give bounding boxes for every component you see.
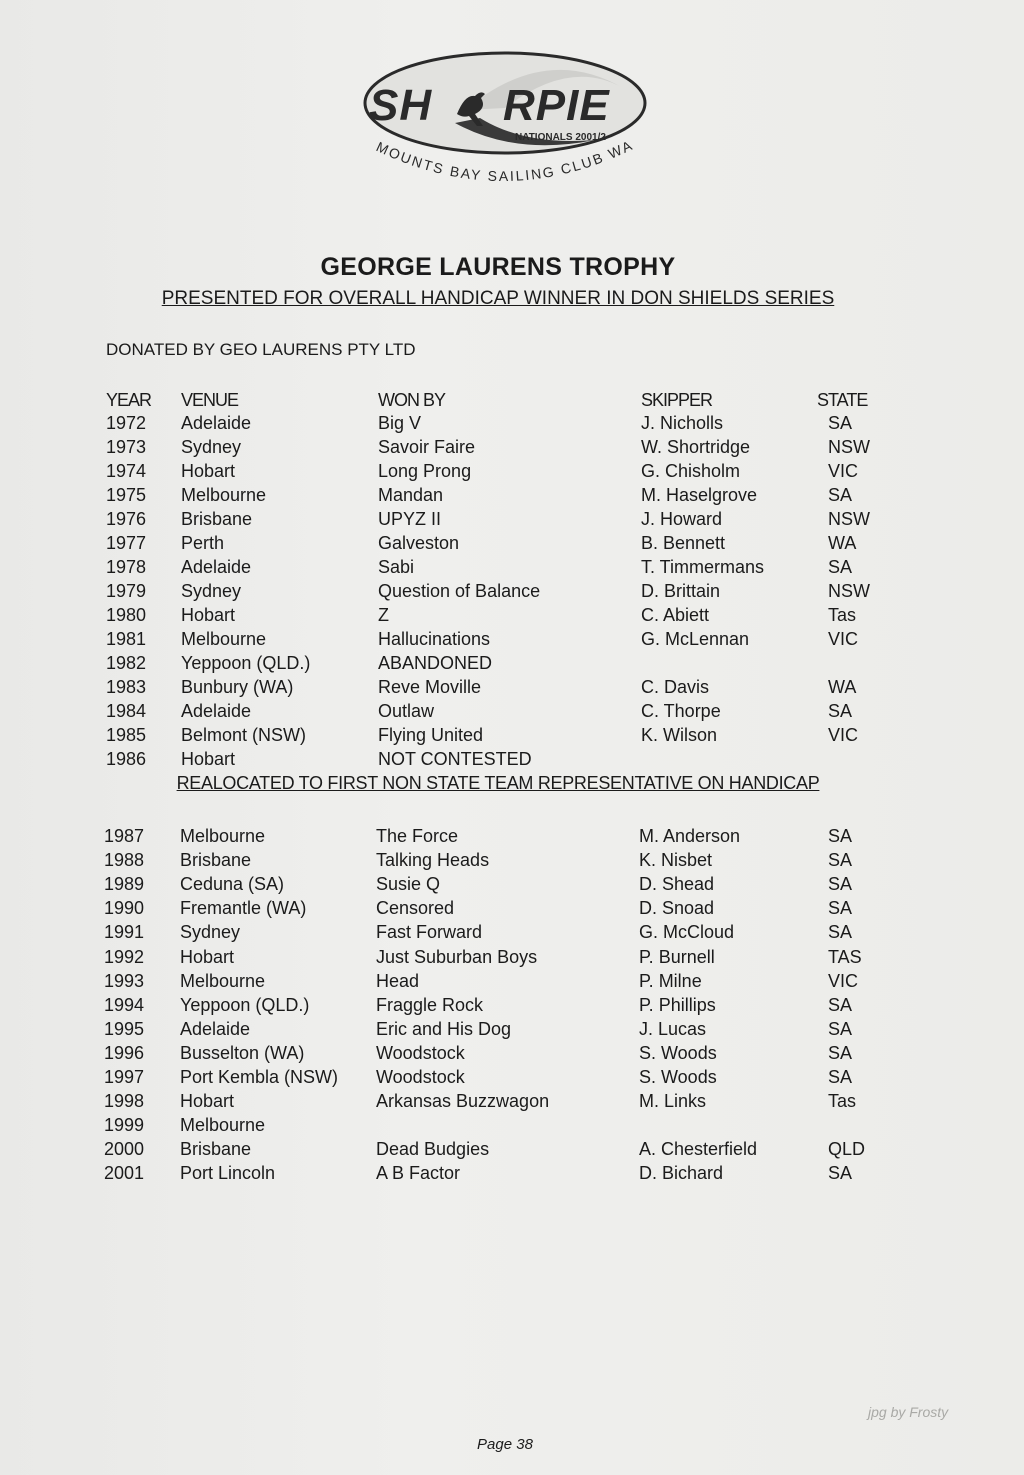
table-row — [0, 507, 1024, 531]
cell-won-by: Eric and His Dog — [376, 1018, 512, 1039]
cell-won-by: Just Suburban Boys — [376, 946, 538, 967]
cell-won-by: NOT CONTESTED — [378, 749, 532, 769]
cell-state: SA — [828, 701, 853, 721]
cell-skipper: K. Nisbet — [639, 850, 713, 871]
cell-state: VIC — [828, 629, 859, 649]
cell-venue: Sydney — [181, 581, 242, 601]
cell-venue: Adelaide — [181, 413, 252, 433]
cell-won-by: Hallucinations — [378, 629, 491, 649]
cell-skipper: K. Wilson — [641, 725, 718, 745]
cell-skipper: A. Chesterfield — [639, 1139, 758, 1160]
cell-venue: Hobart — [181, 461, 236, 481]
cell-year: 1996 — [104, 1042, 145, 1063]
cell-won-by: Talking Heads — [376, 850, 490, 871]
cell-skipper: M. Haselgrove — [641, 485, 758, 505]
cell-skipper: C. Thorpe — [641, 701, 721, 721]
table-row — [0, 1065, 1024, 1089]
cell-state: SA — [828, 874, 853, 895]
cell-state: VIC — [828, 461, 859, 481]
cell-year: 1973 — [106, 437, 147, 457]
cell-state: TAS — [828, 946, 862, 967]
logo-club: MOUNTS BAY SAILING CLUB WA — [373, 136, 636, 185]
cell-year: 1975 — [106, 485, 147, 505]
cell-state: NSW — [828, 437, 870, 457]
svg-text:SH: SH — [369, 81, 433, 130]
cell-year: 1982 — [106, 653, 147, 673]
cell-state: QLD — [828, 1139, 866, 1160]
cell-skipper: G. McLennan — [641, 629, 750, 649]
cell-skipper: M. Links — [639, 1091, 707, 1112]
cell-year: 2000 — [104, 1139, 145, 1160]
table-row — [0, 1089, 1024, 1113]
table-row — [0, 651, 1024, 675]
cell-state: SA — [828, 1042, 853, 1063]
cell-skipper: S. Woods — [639, 1067, 717, 1087]
cell-won-by: Reve Moville — [378, 677, 482, 697]
cell-year: 1990 — [104, 898, 145, 919]
cell-state: SA — [828, 485, 853, 505]
cell-skipper: J. Howard — [641, 509, 723, 529]
table-row — [0, 699, 1024, 723]
page-subtitle: PRESENTED FOR OVERALL HANDICAP WINNER IN DON SHIELDS SERIES — [161, 288, 835, 309]
cell-venue: Brisbane — [180, 1139, 252, 1160]
cell-year: 1991 — [104, 922, 145, 943]
cell-won-by: Arkansas Buzzwagon — [376, 1091, 550, 1112]
cell-venue: Hobart — [180, 1091, 235, 1112]
table-row — [0, 435, 1024, 459]
cell-skipper: D. Bichard — [639, 1163, 724, 1184]
cell-state: SA — [828, 898, 853, 919]
cell-venue: Ceduna (SA) — [180, 874, 285, 895]
cell-won-by: Censored — [376, 898, 455, 919]
cell-venue: Bunbury (WA) — [181, 677, 294, 697]
cell-venue: Fremantle (WA) — [180, 898, 307, 919]
table-row — [0, 555, 1024, 579]
cell-state: SA — [828, 413, 853, 433]
table-row — [0, 675, 1024, 699]
cell-won-by: Fraggle Rock — [376, 994, 484, 1015]
cell-venue: Sydney — [180, 922, 241, 943]
cell-won-by: Savoir Faire — [378, 437, 476, 457]
cell-won-by: Big V — [378, 413, 422, 433]
cell-won-by: Question of Balance — [378, 581, 541, 601]
cell-skipper: P. Milne — [639, 970, 702, 991]
cell-state: Tas — [828, 605, 857, 625]
table-row — [0, 459, 1024, 483]
cell-venue: Adelaide — [181, 701, 252, 721]
cell-state: SA — [828, 557, 853, 577]
table-row — [0, 1161, 1024, 1185]
cell-year: 2001 — [104, 1163, 145, 1184]
cell-venue: Yeppoon (QLD.) — [180, 994, 310, 1015]
cell-skipper: C. Davis — [641, 677, 710, 697]
table-row — [0, 945, 1024, 969]
table-row — [0, 411, 1024, 435]
cell-won-by: Long Prong — [378, 461, 472, 481]
cell-year: 1986 — [106, 749, 147, 769]
cell-year: 1997 — [104, 1067, 145, 1087]
cell-venue: Hobart — [181, 749, 236, 769]
table-row — [0, 531, 1024, 555]
table-row — [0, 920, 1024, 944]
cell-skipper: P. Burnell — [639, 946, 715, 967]
cell-venue: Melbourne — [181, 485, 267, 505]
table-row — [0, 747, 1024, 771]
cell-year: 1999 — [104, 1115, 145, 1136]
cell-won-by: Outlaw — [378, 701, 435, 721]
cell-state: WA — [828, 677, 857, 697]
cell-skipper: J. Lucas — [639, 1018, 707, 1039]
col-won-by: WON BY — [378, 390, 446, 410]
cell-year: 1976 — [106, 509, 147, 529]
table-row — [0, 1137, 1024, 1161]
cell-won-by: Galveston — [378, 533, 460, 553]
cell-skipper: G. Chisholm — [641, 461, 741, 481]
cell-state: SA — [828, 826, 853, 846]
cell-won-by: ABANDONED — [378, 653, 493, 673]
cell-year: 1980 — [106, 605, 147, 625]
table-row — [0, 579, 1024, 603]
cell-venue: Adelaide — [180, 1018, 251, 1039]
cell-venue: Perth — [181, 533, 225, 553]
cell-venue: Melbourne — [180, 970, 266, 991]
cell-won-by: Woodstock — [376, 1042, 465, 1063]
cell-state: NSW — [828, 581, 870, 601]
cell-venue: Belmont (NSW) — [181, 725, 307, 745]
cell-skipper: W. Shortridge — [641, 437, 751, 457]
cell-skipper: P. Phillips — [639, 994, 716, 1015]
cell-state: SA — [828, 850, 853, 871]
cell-venue: Yeppoon (QLD.) — [181, 653, 311, 673]
table-row — [0, 969, 1024, 993]
table-row — [0, 723, 1024, 747]
cell-skipper: M. Anderson — [639, 826, 741, 846]
col-skipper: SKIPPER — [641, 390, 713, 410]
table-row — [0, 1113, 1024, 1137]
cell-year: 1989 — [104, 874, 145, 895]
cell-venue: Brisbane — [181, 509, 253, 529]
cell-venue: Port Kembla (NSW) — [180, 1067, 339, 1087]
table-row — [0, 1017, 1024, 1041]
cell-venue: Brisbane — [180, 850, 252, 871]
cell-won-by: Sabi — [378, 557, 415, 577]
col-venue: VENUE — [181, 390, 239, 410]
table-row — [0, 824, 1024, 848]
cell-won-by: Fast Forward — [376, 922, 483, 943]
table-row — [0, 993, 1024, 1017]
cell-year: 1979 — [106, 581, 147, 601]
cell-year: 1983 — [106, 677, 147, 697]
cell-state: WA — [828, 533, 857, 553]
cell-venue: Melbourne — [181, 629, 267, 649]
cell-skipper: D. Shead — [639, 874, 715, 895]
cell-state: SA — [828, 1018, 853, 1039]
cell-venue: Hobart — [181, 605, 236, 625]
cell-venue: Melbourne — [180, 1115, 266, 1136]
cell-won-by: Head — [376, 970, 420, 991]
cell-won-by: Flying United — [378, 725, 484, 745]
cell-year: 1985 — [106, 725, 147, 745]
cell-skipper: G. McCloud — [639, 922, 735, 943]
cell-year: 1998 — [104, 1091, 145, 1112]
cell-state: Tas — [828, 1091, 857, 1112]
cell-won-by: A B Factor — [376, 1163, 461, 1184]
cell-venue: Busselton (WA) — [180, 1042, 305, 1063]
table-row — [0, 872, 1024, 896]
cell-year: 1987 — [104, 826, 145, 846]
cell-year: 1993 — [104, 970, 145, 991]
logo-event: NATIONALS 2001/2 — [515, 132, 606, 143]
col-state: STATE — [817, 390, 868, 410]
page-number: Page 38 — [477, 1436, 533, 1453]
svg-text:RPIE: RPIE — [503, 81, 610, 130]
table-row — [0, 1041, 1024, 1065]
cell-state: NSW — [828, 509, 870, 529]
col-year: YEAR — [106, 390, 152, 410]
cell-won-by: Susie Q — [376, 874, 441, 895]
table-row — [0, 627, 1024, 651]
cell-state: SA — [828, 1067, 853, 1087]
cell-venue: Sydney — [181, 437, 242, 457]
sharpie-nationals-logo — [355, 48, 655, 198]
cell-state: SA — [828, 994, 853, 1015]
cell-skipper: T. Timmermans — [641, 557, 765, 577]
cell-year: 1992 — [104, 946, 145, 967]
cell-won-by: The Force — [376, 826, 459, 846]
cell-year: 1972 — [106, 413, 147, 433]
cell-won-by: Woodstock — [376, 1067, 465, 1087]
table-row — [0, 603, 1024, 627]
cell-venue: Port Lincoln — [180, 1163, 276, 1184]
cell-skipper: D. Snoad — [639, 898, 715, 919]
cell-won-by: UPYZ II — [378, 509, 442, 529]
reallocation-note: REALOCATED TO FIRST NON STATE TEAM REPRESENTATIVE ON HANDICAP — [176, 773, 820, 793]
cell-won-by: Dead Budgies — [376, 1139, 490, 1160]
cell-skipper: S. Woods — [639, 1042, 717, 1063]
cell-year: 1995 — [104, 1018, 145, 1039]
cell-skipper: J. Nicholls — [641, 413, 724, 433]
cell-state: VIC — [828, 970, 859, 991]
cell-venue: Hobart — [180, 946, 235, 967]
cell-venue: Melbourne — [180, 826, 266, 846]
cell-skipper: D. Brittain — [641, 581, 721, 601]
page-title: GEORGE LAURENS TROPHY — [320, 253, 676, 281]
donated-by: DONATED BY GEO LAURENS PTY LTD — [106, 340, 416, 359]
photo-credit: jpg by Frosty — [868, 1404, 949, 1420]
cell-year: 1978 — [106, 557, 147, 577]
cell-year: 1981 — [106, 629, 147, 649]
cell-state: SA — [828, 1163, 853, 1184]
cell-year: 1977 — [106, 533, 147, 553]
cell-year: 1974 — [106, 461, 147, 481]
cell-year: 1984 — [106, 701, 147, 721]
cell-won-by: Z — [378, 605, 389, 625]
table-row — [0, 848, 1024, 872]
cell-skipper: B. Bennett — [641, 533, 726, 553]
cell-state: SA — [828, 922, 853, 943]
cell-won-by: Mandan — [378, 485, 444, 505]
cell-year: 1994 — [104, 994, 145, 1015]
cell-state: VIC — [828, 725, 859, 745]
cell-year: 1988 — [104, 850, 145, 871]
table-row — [0, 896, 1024, 920]
cell-skipper: C. Abiett — [641, 605, 710, 625]
cell-venue: Adelaide — [181, 557, 252, 577]
table-header — [0, 388, 1024, 412]
table-row — [0, 483, 1024, 507]
